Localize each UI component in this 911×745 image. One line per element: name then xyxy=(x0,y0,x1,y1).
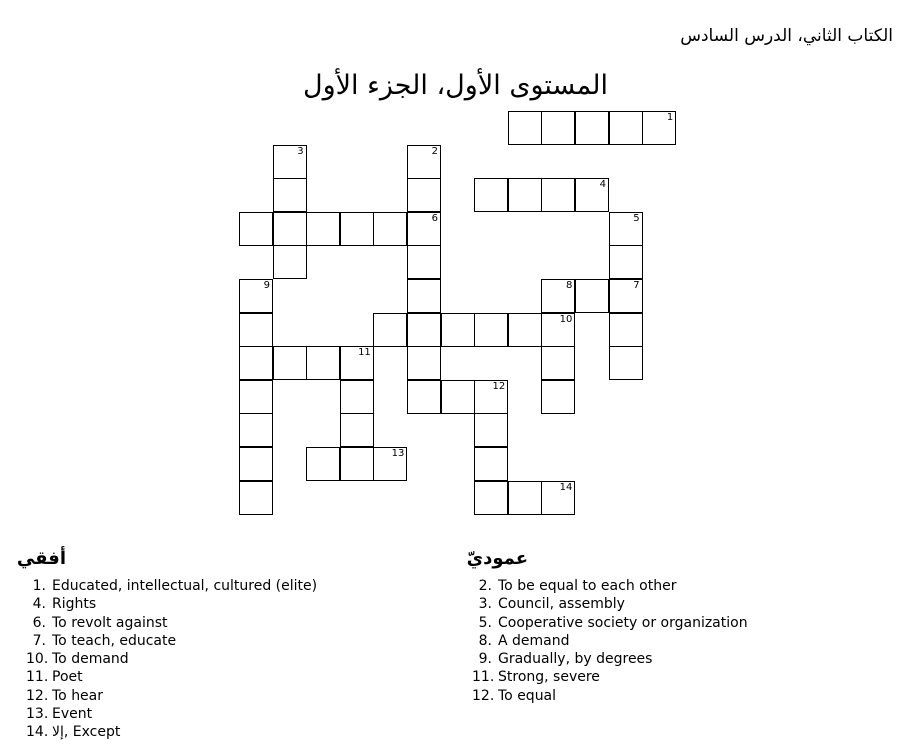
clue-number: 11. xyxy=(26,669,49,686)
clue-number: 1. xyxy=(32,578,46,594)
clue-number: 13. xyxy=(26,706,49,723)
crossword-cell[interactable] xyxy=(609,212,643,246)
crossword-cell[interactable] xyxy=(239,481,273,515)
down-clue xyxy=(472,650,748,668)
crossword-cell[interactable] xyxy=(373,447,407,481)
crossword-cell[interactable] xyxy=(474,413,508,447)
crossword-cell[interactable] xyxy=(239,413,273,447)
crossword-cell[interactable] xyxy=(273,346,307,380)
crossword-cell[interactable] xyxy=(474,447,508,481)
clue-text: Educated, intellectual, cultured (elite) xyxy=(52,578,318,594)
crossword-cell[interactable] xyxy=(609,111,643,145)
crossword-cell[interactable] xyxy=(609,279,643,313)
down-clue xyxy=(472,668,748,686)
crossword-cell[interactable] xyxy=(407,279,441,313)
crossword-cell[interactable] xyxy=(575,111,609,145)
crossword-cell[interactable] xyxy=(306,346,340,380)
crossword-cell[interactable] xyxy=(239,346,273,380)
down-clue xyxy=(472,687,748,705)
clue-text: Cooperative society or organization xyxy=(498,614,748,631)
across-heading: أفقي xyxy=(16,548,66,569)
crossword-cell[interactable] xyxy=(609,346,643,380)
crossword-cell[interactable] xyxy=(340,447,374,481)
crossword-cell[interactable] xyxy=(441,313,475,347)
clue-number: 14. xyxy=(26,724,49,741)
crossword-cell[interactable] xyxy=(273,212,307,246)
clue-text: Gradually, by degrees xyxy=(498,651,653,668)
across-clue xyxy=(26,614,317,632)
clue-text: To hear xyxy=(52,687,104,704)
clue-text: Strong, severe xyxy=(498,669,600,686)
crossword-cell[interactable] xyxy=(239,380,273,414)
crossword-cell[interactable] xyxy=(239,212,273,246)
down-clue xyxy=(472,632,748,650)
clue-number: 3 xyxy=(297,145,304,157)
across-clues xyxy=(26,577,317,742)
crossword-cell[interactable] xyxy=(609,245,643,279)
crossword-cell[interactable] xyxy=(273,178,307,212)
crossword-cell[interactable] xyxy=(340,212,374,246)
clue-text: Rights xyxy=(52,596,97,613)
crossword-cell[interactable] xyxy=(575,178,609,212)
clue-number: 6. xyxy=(32,614,46,631)
crossword-cell[interactable] xyxy=(407,245,441,279)
clue-number: 11 xyxy=(358,347,371,359)
crossword-cell[interactable] xyxy=(441,380,475,414)
crossword-cell[interactable] xyxy=(508,313,542,347)
crossword-cell[interactable] xyxy=(306,212,340,246)
clue-text: A demand xyxy=(498,632,570,649)
clue-number: 5. xyxy=(478,614,492,631)
crossword-cell[interactable] xyxy=(508,111,542,145)
across-clue xyxy=(26,595,317,613)
crossword-cell[interactable] xyxy=(273,145,307,179)
clue-number: 5 xyxy=(633,212,640,224)
crossword-cell[interactable] xyxy=(239,279,273,313)
crossword-cell[interactable] xyxy=(508,178,542,212)
crossword-cell[interactable] xyxy=(373,313,407,347)
clue-number: 4 xyxy=(599,179,606,191)
clue-number: 12 xyxy=(492,380,506,392)
clue-number: 8 xyxy=(566,280,573,291)
clue-number: 2. xyxy=(478,578,492,594)
clue-text: To be equal to each other xyxy=(498,578,677,594)
crossword-cell[interactable] xyxy=(575,279,609,313)
clue-text: To teach, educate xyxy=(52,632,177,649)
crossword-cell[interactable] xyxy=(508,481,542,515)
clue-text: To revolt against xyxy=(52,614,168,631)
crossword-cell[interactable] xyxy=(541,380,575,414)
clue-number: 9. xyxy=(478,651,492,668)
crossword-cell[interactable] xyxy=(407,346,441,380)
clue-number: 13 xyxy=(391,448,405,459)
clue-number: 2 xyxy=(431,145,438,157)
clue-number: 8. xyxy=(478,632,492,649)
crossword-cell[interactable] xyxy=(541,313,575,347)
crossword-cell[interactable] xyxy=(407,380,441,414)
across-clue xyxy=(26,668,317,686)
crossword-cell[interactable] xyxy=(340,346,374,380)
crossword-cell[interactable] xyxy=(407,178,441,212)
clue-number: 4. xyxy=(32,596,46,613)
down-clue xyxy=(472,595,748,613)
crossword-cell[interactable] xyxy=(541,178,575,212)
clue-number: 11. xyxy=(472,669,495,686)
across-clue xyxy=(26,577,317,595)
down-clues xyxy=(472,577,748,705)
clue-number: 10. xyxy=(26,651,49,668)
crossword-cell[interactable] xyxy=(273,245,307,279)
book-lesson-label: الكتاب الثاني، الدرس السادس xyxy=(680,26,893,46)
clue-number: 6 xyxy=(431,212,438,224)
clue-number: 9 xyxy=(263,280,270,291)
crossword-cell[interactable] xyxy=(541,346,575,380)
crossword-cell[interactable] xyxy=(340,413,374,447)
crossword-cell[interactable] xyxy=(541,279,575,313)
crossword-cell[interactable] xyxy=(239,447,273,481)
clue-number: 7. xyxy=(32,632,46,649)
crossword-cell[interactable] xyxy=(306,447,340,481)
crossword-cell[interactable] xyxy=(609,313,643,347)
down-heading: عموديّ xyxy=(466,548,528,569)
crossword-cell[interactable] xyxy=(239,313,273,347)
clue-number: 3. xyxy=(478,596,492,613)
across-clue xyxy=(26,650,317,668)
clue-text: Poet xyxy=(52,669,83,686)
clue-number: 12. xyxy=(472,687,495,704)
clue-text: Council, assembly xyxy=(498,596,625,613)
clue-text: To equal xyxy=(498,687,557,704)
crossword-cell[interactable] xyxy=(373,212,407,246)
clue-number: 10 xyxy=(559,313,573,325)
clue-text: إلا, Except xyxy=(52,724,121,741)
down-clue xyxy=(472,614,748,632)
across-clue xyxy=(26,632,317,650)
crossword-cell[interactable] xyxy=(541,481,575,515)
crossword-cell[interactable] xyxy=(541,111,575,145)
across-clue xyxy=(26,687,317,705)
crossword-cell[interactable] xyxy=(407,313,441,347)
clue-number: 14 xyxy=(559,481,573,493)
crossword-cell[interactable] xyxy=(474,313,508,347)
down-clue xyxy=(472,577,748,595)
clue-text: Event xyxy=(52,706,93,723)
crossword-cell[interactable] xyxy=(340,380,374,414)
crossword-cell[interactable] xyxy=(407,212,441,246)
clue-number: 12. xyxy=(26,687,49,704)
crossword-cell[interactable] xyxy=(474,481,508,515)
crossword-cell[interactable] xyxy=(642,111,676,145)
clue-number: 1 xyxy=(666,112,674,123)
crossword-cell[interactable] xyxy=(474,178,508,212)
crossword-cell[interactable] xyxy=(474,380,508,414)
crossword-cell[interactable] xyxy=(407,145,441,179)
clue-number: 7 xyxy=(633,280,640,291)
across-clue xyxy=(26,705,317,723)
page-title: المستوى الأول، الجزء الأول xyxy=(303,70,608,101)
clue-text: To demand xyxy=(52,651,129,668)
across-clue xyxy=(26,723,317,741)
